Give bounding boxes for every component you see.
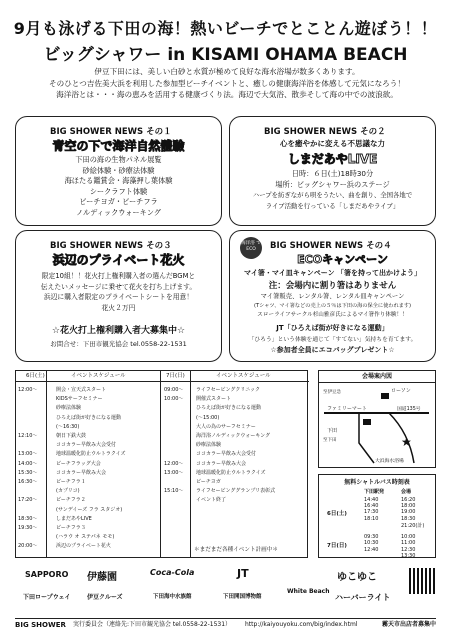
map-label: 至伊豆急 (323, 390, 341, 395)
headline: 9月も泳げる下田の海！熱いビーチでとことん遊ぼう！！ (13, 19, 438, 38)
schedule-event: ココカラー早飲み大会受付 (56, 442, 117, 449)
bus-time: 16:40 (364, 503, 379, 510)
schedule-date: 6日(土) (26, 373, 45, 379)
news-item: ノルディックウォーキング (76, 207, 161, 217)
news-warning: 注：会場内に割り箸はありません (268, 281, 397, 291)
schedule-event: イベント終了 (196, 497, 227, 504)
news-item: 場所：ビッグシャワー浜のステージ (275, 179, 390, 189)
footer (15, 618, 436, 630)
intro-text (22, 66, 432, 101)
news-title: 浜辺のプライベート花火 (52, 253, 185, 267)
schedule-event: ココカラー早飲み大会受付 (196, 451, 257, 458)
schedule-time: 10:00〜 (164, 396, 184, 403)
schedule-event: 砂療法体験 (196, 442, 222, 449)
sponsor-logo: White Beach (287, 588, 330, 595)
schedule-event: (カプリコ) (56, 488, 80, 495)
schedule-date: 7日(日) (166, 373, 185, 379)
schedule-event: 浜辺のプライベート花火 (56, 543, 111, 550)
news-box-2 (229, 116, 436, 226)
bus-time: 11:00 (401, 540, 416, 547)
news-label: BIG SHOWER NEWS その１ (50, 127, 172, 137)
intro-line: そのひとつ吉佐美大浜を利用した参加型ビーチイベントと、癒しの健康海洋浴を体感して元気になろう！ (49, 78, 405, 88)
schedule-time: 14:00〜 (18, 460, 38, 467)
schedule-event: 朝日下鉄大鼓 (56, 433, 87, 439)
bus-col: 会場 (401, 489, 412, 495)
bus-day: 7日(日) (327, 543, 347, 549)
schedule-event: (〜16:30) (56, 423, 80, 430)
schedule-col: イベントスケジュール (216, 373, 271, 379)
schedule-event: ライフセービンググランプリ表彰式 (196, 488, 276, 495)
intro-line: 伊豆下田には、美しい白砂と水質が極めて良好な海水浴場が数多くあります。 (94, 67, 360, 76)
svg-text:★: ★ (401, 435, 412, 449)
news-label: BIG SHOWER NEWS その３ (50, 241, 172, 251)
news-box-4 (229, 230, 436, 362)
bus-time: 12:40 (364, 546, 379, 553)
news-subtitle: 心を癒やかに変える不思議な力 (280, 139, 385, 148)
schedule-event: ひろえば街が好きになる運動 (56, 414, 122, 421)
schedule-event: しまだあやLIVE (56, 515, 92, 522)
map-label: 至下田 (323, 438, 337, 443)
map-label: 国道135号 (397, 407, 421, 412)
bus-day: 6日(土) (327, 511, 347, 517)
news-item: ライブ活動を行っている「しまだあやライブ」 (265, 201, 400, 210)
schedule-event: ココカラー早飲み大会 (196, 460, 247, 467)
schedule-event: 地球温暖化防止ウルトラクイズ (56, 451, 126, 458)
sponsor-logo: ゆこゆこ (337, 572, 377, 583)
sponsor-logo: SAPPORO (25, 570, 69, 579)
schedule-event: ビーチフラ１ (56, 479, 86, 485)
map-title: 会場案内図 (319, 371, 435, 383)
news-box-1 (15, 116, 222, 226)
schedule-event: ビーチフラッグ大会 (56, 460, 101, 467)
news-label: BIG SHOWER NEWS その４ (270, 241, 392, 251)
bus-time: 18:10 (364, 515, 379, 522)
map-label: 下田 (327, 428, 338, 434)
news-item: 浜辺に購入者限定のプライベートシートを用意！ (43, 293, 194, 302)
news-item: 日時：６日(土)18時30分 (291, 169, 374, 178)
event-title: ビッグシャワー in KISAMI OHAMA BEACH (43, 45, 408, 65)
news-item: シークラフト体験 (89, 186, 148, 196)
footer-credit: 霧天市出店者募集中 (381, 621, 436, 628)
news-title: しまだあやLIVE (287, 152, 378, 166)
news-item: 海ほたる鑑賞会・海藻押し葉体験 (64, 176, 173, 186)
bus-timetable (318, 474, 436, 558)
sponsor-logos (15, 562, 436, 614)
map-label: ファミリーマート (327, 406, 367, 412)
sponsor-logo: 下田ロープウェイ (23, 594, 71, 601)
news-title: ECOキャンペーン (297, 253, 388, 266)
news-item: スローライフサークル杉山雅彦氏によるマイ箸作り体験！！ (257, 312, 408, 319)
sponsor-logo: ハーバーライト (335, 593, 391, 602)
qr-code-icon (409, 568, 435, 594)
schedule-event: 大人の為のサーフセミナー (196, 423, 256, 430)
bus-time: 19:00 (401, 509, 416, 516)
schedule-event: ひろえば街が好きになる運動 (196, 405, 262, 412)
schedule-time: 17:20〜 (18, 497, 38, 504)
schedule-event: (サンデイーズ フラ スタジオ) (56, 506, 123, 513)
eco-badge: 海洋浴 で ECO (240, 237, 262, 259)
news-gift: ☆参加者全員にエコバッグプレゼント☆ (270, 346, 395, 354)
bus-time: 14:40 (364, 497, 379, 503)
sponsor-logo: 伊豆クルーズ (87, 594, 123, 601)
schedule-event: 開催式スタート (196, 396, 232, 403)
schedule-event: 海洋浴ノルディックウォーキング (196, 433, 271, 439)
news-line: マイ箸・マイ皿キャンペーン 「箸を持って出かけよう」 (243, 269, 422, 277)
sponsor-logo: 下田海中水族館 (153, 594, 192, 600)
sponsor-logo: 下田開国博物館 (223, 594, 262, 600)
news-label: BIG SHOWER NEWS その２ (264, 127, 386, 137)
news-jt: JT「ひろえば街が好きになる運動」 (276, 324, 389, 332)
schedule-note: ＊まだまだ各種イベント計画中＊ (194, 547, 278, 553)
bus-time: 10:30 (364, 540, 379, 547)
schedule-event: KIDSサーフセミナー (56, 396, 103, 403)
schedule-event: 砂療法体験 (56, 405, 82, 412)
bus-time: 13:30 (401, 552, 416, 559)
bus-time: 10:00 (401, 534, 416, 541)
schedule-event: ライフセービングクリニック (196, 387, 261, 393)
schedule-time: 20:00〜 (18, 543, 38, 550)
bus-title: 無料シャトルバス時刻表 (344, 479, 410, 486)
news-item: 限定10組！！花火打上権利購入者の選んだBGMと (41, 272, 196, 280)
schedule-time: 12:10〜 (18, 433, 38, 439)
news-item: 砂絵体験・砂療法体験 (82, 165, 155, 175)
news-cta: ☆花火打上権利購入者大募集中☆ (51, 326, 186, 336)
schedule-time: 16:30〜 (18, 479, 38, 485)
schedule-event: 地球温暖化防止ウルトラクイズ (196, 469, 266, 476)
schedule-col: イベントスケジュール (71, 373, 126, 379)
schedule-event: 開会・宣天式スタート (56, 387, 107, 393)
news-item: ハープを紡ぎながら唄をうたい、曲を創り、全国各地で (252, 191, 413, 200)
schedule-time: 15:10〜 (164, 488, 184, 495)
news-item: 下田の海の生物パネル展覧 (75, 155, 162, 164)
news-item: マイ箸販売、レンタル箸、レンタル皿キャンペーン (260, 293, 405, 300)
news-item: (Tシャツ、マイ箸などの売上の５％は下田の海の保全に使われます) (253, 302, 412, 309)
schedule-time: 19:30〜 (18, 525, 38, 531)
schedule-event: ココカラー早飲み大会 (56, 469, 107, 476)
schedule-event: ビーチフラ２ (56, 497, 86, 504)
news-item: ビーチヨガ・ビーチフラ (79, 197, 158, 207)
bus-time: 16:20 (401, 497, 416, 503)
news-title: 青空の下で海洋自然體驗 (52, 139, 185, 153)
schedule-time: 13:00〜 (18, 451, 38, 458)
schedule-time: 12:00〜 (164, 460, 184, 467)
footer-brand: BIG SHOWER (15, 621, 66, 629)
schedule-event: (〜15:00) (196, 414, 220, 421)
schedule-event: ビーチヨガ (196, 479, 221, 485)
bus-time: 21:20(計) (401, 522, 425, 529)
news-jt-desc: 「ひろう」という体験を通じて「すてない」気持ちを育てます。 (248, 337, 417, 343)
schedule-event: (ハラウ オ ステパネ モモ) (56, 534, 115, 541)
footer-url[interactable]: http://kaiyouyoku.com/big/index.html (245, 621, 358, 628)
schedule-event: ビーチフラ３ (56, 525, 86, 531)
map-label: 大浜海水浴場 (375, 459, 404, 464)
bus-time: 18:30 (401, 515, 416, 522)
schedule-time: 13:00〜 (164, 469, 184, 476)
schedule-time: 18:30〜 (18, 515, 38, 522)
schedule-table (15, 370, 308, 558)
bus-time: 09:30 (364, 534, 379, 541)
bus-time: 17:30 (364, 509, 379, 516)
bus-time: 12:30 (401, 546, 416, 553)
footer-org: 実行委員会（連絡先:下田市観光協会 tel.0558-22-1531） (73, 621, 232, 628)
news-item: 花火２万円 (101, 303, 136, 312)
news-contact: お問合せ：下田市観光協会 tel.0558-22-1531 (50, 340, 187, 348)
map-label: ローソン (391, 388, 411, 394)
schedule-time: 15:30〜 (18, 469, 38, 476)
bus-col: 下田駅発 (364, 489, 385, 495)
sponsor-logo: 伊藤園 (87, 572, 117, 583)
schedule-time: 12:00〜 (18, 387, 38, 393)
schedule-time: 09:00〜 (164, 387, 184, 393)
intro-line: 海洋浴とは・・・海の恵みを活用する健康づくり法。海辺で大気浴、散歩そして海の中での波浪欲。 (56, 90, 398, 100)
news-box-3 (15, 230, 222, 362)
sponsor-logo: JT (237, 567, 249, 580)
news-item: 伝えたいメッセージに乗せて花火を打ち上げます。 (40, 282, 197, 291)
venue-map (318, 370, 436, 468)
bus-time: 18:00 (401, 503, 416, 510)
sponsor-logo: Coca-Cola (150, 568, 195, 577)
